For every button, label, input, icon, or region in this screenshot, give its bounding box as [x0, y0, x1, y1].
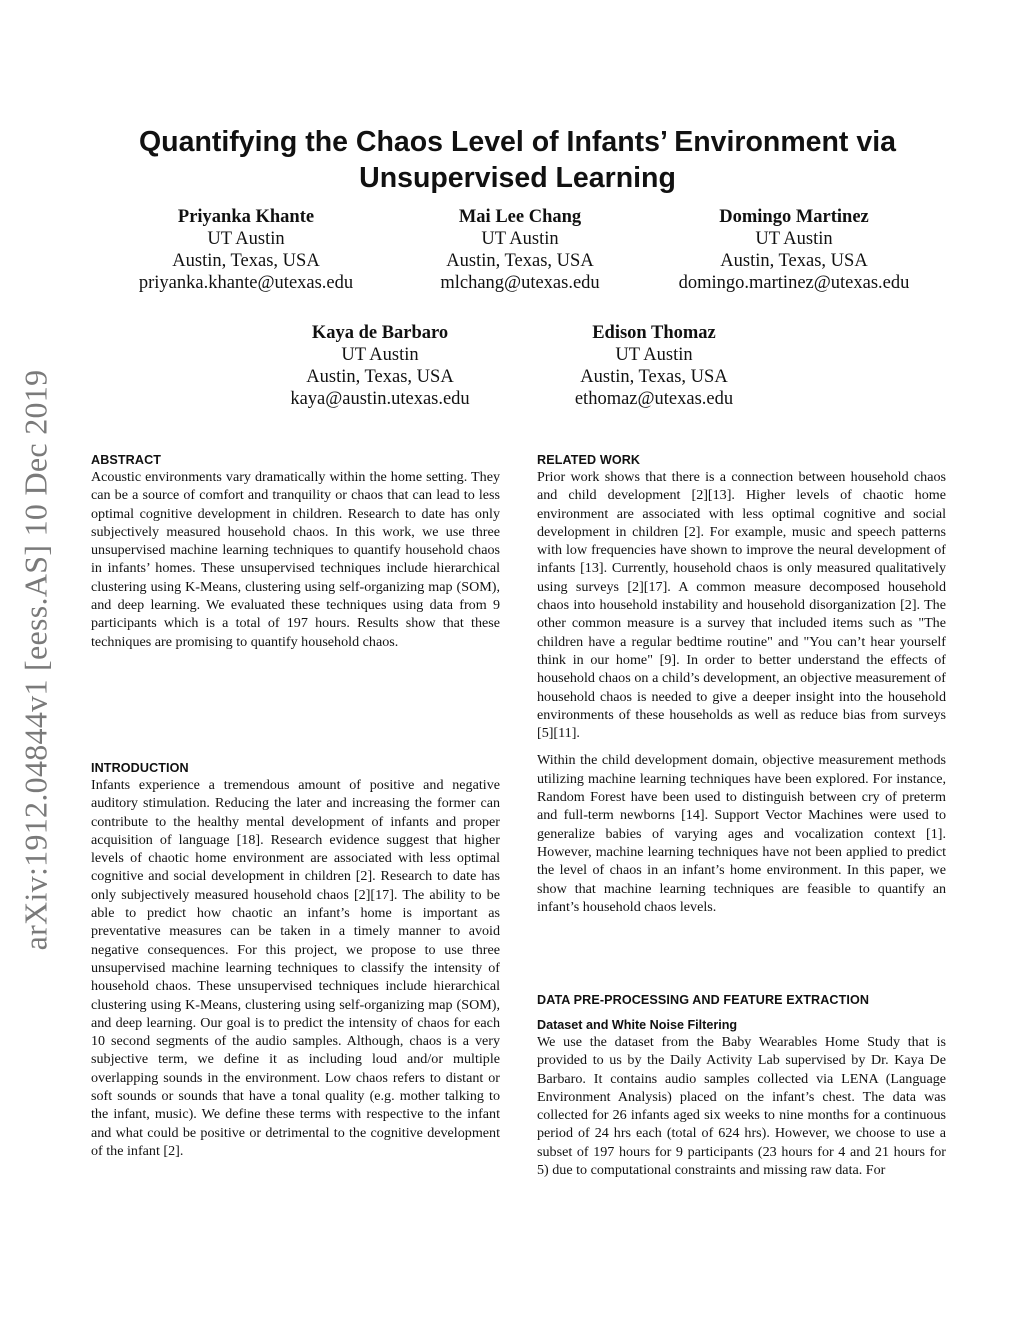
author-block — [575, 322, 733, 410]
dataset-subheading: Dataset and White Noise Filtering — [537, 1018, 738, 1032]
author-block — [679, 206, 910, 294]
introduction-section — [91, 760, 500, 1160]
abstract-section — [91, 452, 500, 651]
introduction-heading: INTRODUCTION — [91, 761, 189, 775]
author-location: Austin, Texas, USA — [306, 367, 454, 387]
author-affiliation: UT Austin — [615, 345, 693, 365]
author-email: kaya@austin.utexas.edu — [290, 389, 470, 409]
data-preprocessing-section — [537, 992, 946, 1179]
author-email: mlchang@utexas.edu — [440, 273, 600, 293]
author-name: Mai Lee Chang — [458, 207, 582, 227]
author-location: Austin, Texas, USA — [446, 251, 594, 271]
author-affiliation: UT Austin — [207, 229, 285, 249]
related-work-heading: RELATED WORK — [537, 453, 641, 467]
abstract-text: Acoustic environments vary dramatically within the home setting. They can be a source of comfort and tranquility or chaos that can lead to less optimal cognitive development in children. Research to date has only subjectively measured household chaos. In this work, we use three unsupervised machine learning techniques to quantify household chaos in infants’ homes. These unsupervised techniques include hierarchical clustering using K-Means, clustering using self-organizing map (SOM), and deep learning. We evaluated these techniques using data from 9 participants which is a total of 197 hours. Results show that these techniques are promising to quantify household chaos. — [91, 469, 500, 650]
author-affiliation: UT Austin — [341, 345, 419, 365]
related-work-paragraph: Prior work shows that there is a connection between household chaos and child development [2][13]. Higher levels of chaotic home environment are associated with less optimal cognitive and social development in children [2]. For example, music and speech patterns with low frequencies have shown to improve the neural development of infants [13]. Currently, household chaos is only measured qualitatively using surveys [2][17]. A common measure decomposed household chaos into household instability and household disorganization [2]. The other common measure is a survey that included items such as "The children have a regular bedtime routine" and "You can’t hear yourself think in our home" [9]. In order to better understand the effects of household chaos on a child’s development, an objective measurement of household chaos is needed to give a deeper insight into the household environments of these households as well as reduce bias from surveys [5][11]. — [537, 469, 946, 742]
author-location: Austin, Texas, USA — [720, 251, 868, 271]
author-email: priyanka.khante@utexas.edu — [138, 273, 354, 293]
arxiv-identifier: arXiv:1912.04844v1 [eess.AS] 10 Dec 2019 — [17, 369, 54, 951]
abstract-heading: ABSTRACT — [91, 453, 162, 467]
related-work-section — [537, 452, 946, 916]
author-email: ethomaz@utexas.edu — [574, 389, 734, 409]
author-name: Domingo Martinez — [719, 207, 869, 227]
author-location: Austin, Texas, USA — [580, 367, 728, 387]
author-block — [440, 206, 599, 294]
author-email: domingo.martinez@utexas.edu — [678, 273, 910, 293]
introduction-text: Infants experience a tremendous amount of positive and negative auditory stimulation. Reducing the later and increasing the former can contribute to the healthy mental development of infants and proper acquisition of language [18]. Research evidence suggest that higher levels of chaotic home environment are associated with less optimal cognitive and social development in children [2]. Research to date has only subjectively measured household chaos [2][17]. The ability to be able to predict how chaotic an infant’s home is important as preventative measures can be taken in a timely manner to avoid negative consequences. For this project, we propose to use three unsupervised machine learning techniques to classify the intensity of household chaos. These unsupervised techniques include hierarchical clustering using K-Means, clustering using self-organizing map (SOM), and deep learning. Our goal is to predict the intensity of chaos for each 10 second segments of the audio samples. Although, chaos is a very subjective term, we define it as including loud and/or multiple overlapping sounds in the environment. Low chaos refers to distant or soft sounds or sounds that have a tonal quality (e.g. mother talking to the infant, music). We define these terms with respective to the infant and what could be positive or detrimental to the cognitive development of the infant [2]. — [91, 777, 500, 1159]
author-name: Kaya de Barbaro — [311, 323, 449, 343]
author-affiliation: UT Austin — [755, 229, 833, 249]
data-preprocessing-heading: DATA PRE-PROCESSING AND FEATURE EXTRACTION — [537, 993, 870, 1007]
dataset-text: We use the dataset from the Baby Wearables Home Study that is provided to us by the Daily Activity Lab supervised by Dr. Kaya De Barbaro. It contains audio samples collected via LENA (Language Environment Analysis) placed on the infant’s chest. The data was collected for 26 infants aged six weeks to nine months for a continuous period of 24 hrs each (total of 624 hrs). However, we choose to use a subset of 197 hours for 9 participants (23 hours for 4 and 21 hours for 5) due to computational constraints and missing raw data. For — [537, 1034, 946, 1179]
paper-title: Quantifying the Chaos Level of Infants’ Environment via Unsupervised Learning — [139, 126, 896, 194]
author-location: Austin, Texas, USA — [172, 251, 320, 271]
author-block — [290, 322, 469, 410]
author-affiliation: UT Austin — [481, 229, 559, 249]
author-name: Priyanka Khante — [177, 207, 315, 227]
author-name: Edison Thomaz — [592, 323, 716, 343]
related-work-paragraph: Within the child development domain, objective measurement methods utilizing machine learning techniques have been explored. For instance, Random Forest have been used to distinguish between cry of preterm and full-term newborns [14]. Support Vector Machines were used to generalize babies of varying ages and vocalization context [1]. However, machine learning techniques have not been applied to predict the level of chaos in an infant’s home environment. In this paper, we show that machine learning techniques are feasible to quantify an infant’s household chaos levels. — [537, 752, 946, 915]
author-block — [139, 206, 353, 294]
